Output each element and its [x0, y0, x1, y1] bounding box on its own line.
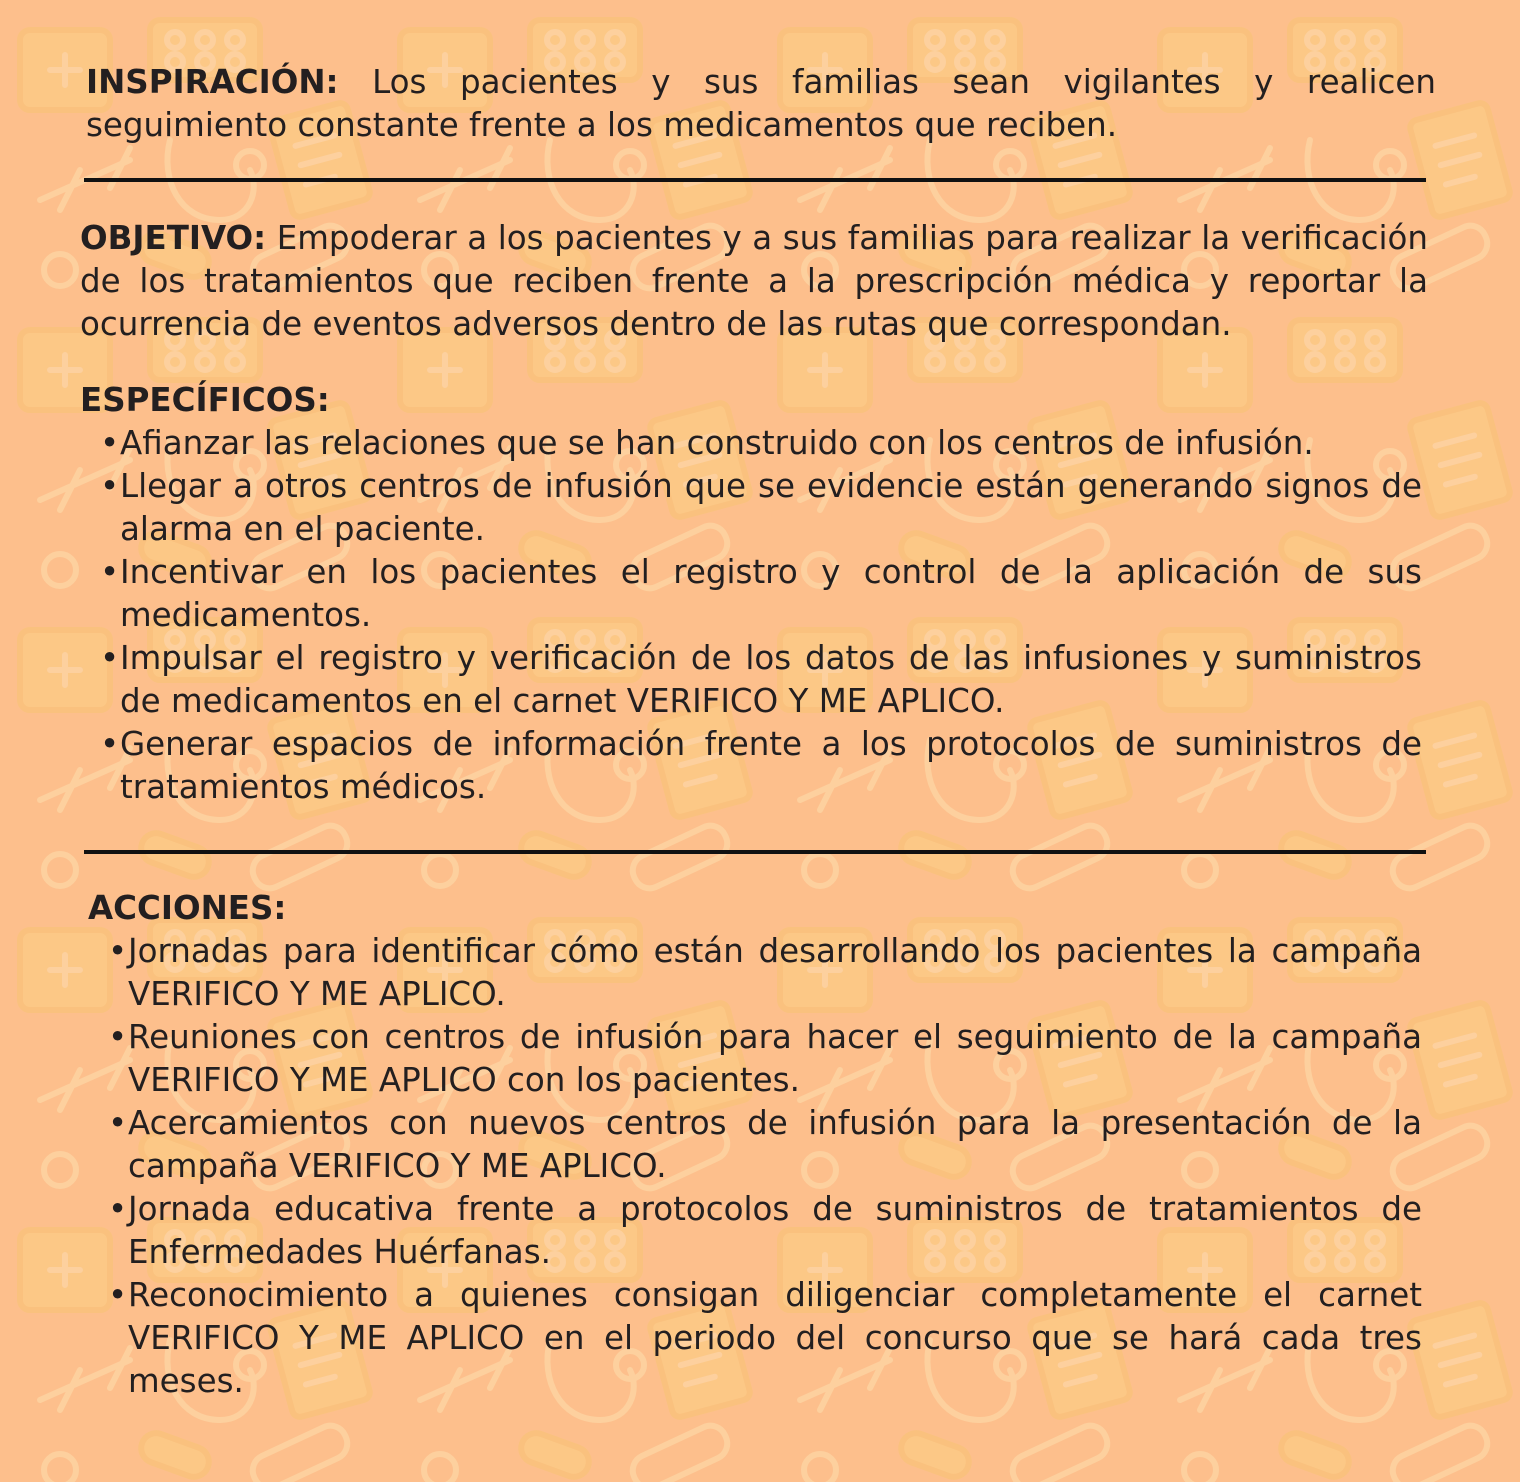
bullet-icon: • [108, 1276, 128, 1314]
accion-text: Reconocimiento a quienes consigan diligenciar completamente el carnet VERIFICO Y ME APLICO en el periodo del concurso que se hará cada tres meses. [128, 1276, 1422, 1400]
list-item [100, 637, 1422, 723]
accion-text: Acercamientos con nuevos centros de infusión para la presentación de la campaña VERIFICO Y ME APLICO. [128, 1104, 1422, 1185]
especifico-text: Generar espacios de información frente a los protocolos de suministros de tratamientos médicos. [120, 725, 1422, 806]
especificos-list [100, 422, 1422, 809]
accion-text: Jornada educativa frente a protocolos de suministros de tratamientos de Enfermedades Huérfanas. [128, 1190, 1422, 1271]
especifico-text: Impulsar el registro y verificación de los datos de las infusiones y suministros de medicamentos en el carnet VERIFICO Y ME APLICO. [120, 639, 1422, 720]
bullet-icon: • [108, 1018, 128, 1056]
bullet-icon: • [100, 553, 120, 591]
bullet-icon: • [100, 725, 120, 763]
bullet-icon: • [100, 467, 120, 505]
especificos-heading: ESPECÍFICOS: [80, 381, 330, 419]
list-item [108, 1016, 1422, 1102]
bullet-icon: • [108, 1104, 128, 1142]
bullet-icon: • [100, 639, 120, 677]
list-item [100, 551, 1422, 637]
objetivo-label: OBJETIVO: [80, 219, 267, 257]
inspiracion-text: Los pacientes y sus familias sean vigilantes y realicen seguimiento constante frente a los medicamentos que reciben. [86, 63, 1436, 144]
divider-bottom [84, 850, 1426, 854]
acciones-heading: ACCIONES: [88, 889, 287, 927]
list-item [108, 930, 1422, 1016]
objetivo-text: Empoderar a los pacientes y a sus familias para realizar la verificación de los tratamientos que reciben frente a la prescripción médica y reportar la ocurrencia de eventos adversos dentro de las rutas que correspondan. [80, 219, 1428, 343]
accion-text: Jornadas para identificar cómo están desarrollando los pacientes la campaña VERIFICO Y ME APLICO. [128, 932, 1422, 1013]
bullet-icon: • [100, 424, 120, 462]
list-item [108, 1274, 1422, 1403]
inspiracion-label: INSPIRACIÓN: [86, 63, 339, 101]
acciones-list [108, 930, 1422, 1403]
list-item [100, 422, 1422, 465]
bullet-icon: • [108, 1190, 128, 1228]
objetivo-paragraph [80, 217, 1428, 346]
inspiracion-paragraph [86, 61, 1436, 147]
accion-text: Reuniones con centros de infusión para hacer el seguimiento de la campaña VERIFICO Y ME APLICO con los pacientes. [128, 1018, 1422, 1099]
divider-top [84, 178, 1426, 182]
list-item [100, 723, 1422, 809]
especifico-text: Llegar a otros centros de infusión que se evidencie están generando signos de alarma en el paciente. [120, 467, 1422, 548]
bullet-icon: • [108, 932, 128, 970]
list-item [100, 465, 1422, 551]
list-item [108, 1102, 1422, 1188]
especifico-text: Afianzar las relaciones que se han construido con los centros de infusión. [120, 424, 1314, 462]
especifico-text: Incentivar en los pacientes el registro y control de la aplicación de sus medicamentos. [120, 553, 1422, 634]
list-item [108, 1188, 1422, 1274]
